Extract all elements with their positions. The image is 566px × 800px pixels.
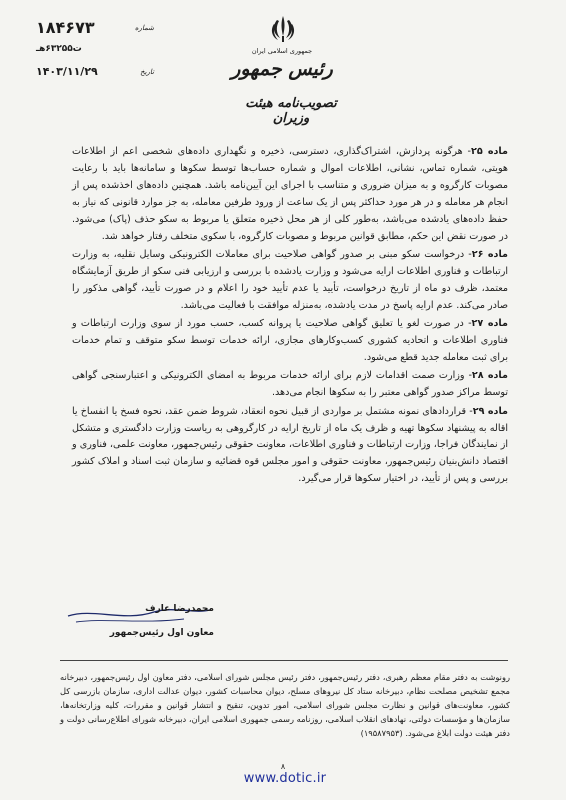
copy-recipients: رونوشت به دفتر مقام معظم رهبری، دفتر رئیس‌جمهور، دفتر رئیس مجلس شورای اسلامی، دفتر معاون اول رئیس‌جمهور، دبیرخانه مجمع تشخیص مصلحت نظام، دبیرخانه ستاد کل نیروهای مسلح، دیوان محاسبات کشور، دیوان عدالت اداری، سازمان بازرسی کل کشور، معاونت‌های قوانین و نظارت مجلس شورای اسلامی، امور تدوین، تنقیح و انتشار قوانین و مقررات، کلیه وزارتخانه‌ها، سازمان‌ها و مؤسسات دولتی، نهادهای انقلاب اسلامی، روزنامه رسمی جمهوری اسلامی ایران، دبیرخانه شورای اطلاع‌رسانی دولت و دفتر هیئت دولت ابلاغ می‌شود. (۱۹۵۸۷۹۵۳) xyxy=(60,672,510,738)
document-meta xyxy=(36,18,154,84)
article-text: - در صورت لغو یا تعلیق گواهی صلاحیت یا پروانه کسب، حسب مورد از سوی وزارت ارتباطات و فناوری اطلاعات و اتحادیه کشوری کسب‌وکارهای مجازی، ارائه خدمات توسط سکو متوقف و تمام خدمات برای ثبت معامله جدید قطع می‌شود. xyxy=(72,318,508,363)
document-number: ۱۸۴۶۷۳ xyxy=(36,18,95,37)
signature-block xyxy=(64,600,214,648)
document-reference: ت۶۳۲۵۵هـ xyxy=(36,44,82,54)
signatory-name: محمدرضا عارف xyxy=(145,604,214,614)
article-27 xyxy=(72,316,508,367)
article-25 xyxy=(72,144,508,245)
article-label: ماده ۲۵ xyxy=(471,146,508,157)
decree-title: تصویب‌نامه هیئت وزیران xyxy=(245,96,337,126)
article-label: ماده ۲۹ xyxy=(472,405,508,417)
article-29 xyxy=(72,404,508,489)
number-label: شماره xyxy=(134,24,154,32)
republic-title: جمهوری اسلامی ایران xyxy=(251,47,313,55)
footer-url: www.dotic.ir xyxy=(243,771,327,786)
iran-emblem-icon xyxy=(268,14,298,44)
article-28 xyxy=(72,368,508,402)
separator-line xyxy=(60,660,508,661)
article-26 xyxy=(72,247,508,315)
signatory-title: معاون اول رئیس‌جمهور xyxy=(109,628,214,638)
document-date: ۱۴۰۳/۱۱/۲۹ xyxy=(36,65,98,78)
article-label: ماده ۲۷ xyxy=(471,318,508,330)
article-text: - وزارت صمت اقدامات لازم برای ارائه خدمات مربوط به امضای الکترونیکی و اعتبارسنجی گواهی توسط مراکز صدور گواهی معتبر را به سکوها انجام می‌دهد. xyxy=(72,370,508,399)
document-body xyxy=(72,144,508,490)
article-text: - قراردادهای نمونه مشتمل بر مواردی از قبیل نحوه انعقاد، شروط ضمن عقد، نحوه فسخ یا انفساخ یا اقاله به پیشنهاد سکوها تهیه و ظرف یک ماه از تاریخ ارایه در کارگروهی به ریاست وزارت دادگستری و متشکل از نمایندگان فراجا، وزارت ارتباطات و فناوری اطلاعات، معاونت حقوقی رئیس‌جمهور، معاونت علمی، فناوری و اقتصاد دانش‌بنیان رئیس‌جمهور، معاونت حقوقی و امور مجلس قوه قضائیه و سازمان ثبت اسناد و املاک کشور بررسی و پس از تأیید، در اختیار سکوها قرار می‌گیرد. xyxy=(72,405,508,485)
article-text: - هرگونه پردازش، اشتراک‌گذاری، دسترسی، ذخیره و نگهداری داده‌های شخصی اعم از اطلاعات هویتی، شماره تماس، نشانی، اطلاعات اموال و شماره حساب‌ها توسط سکوها و سامانه‌ها باید با رعایت مصوبات کارگروه و به میزان ضروری و متناسب با اجرای این آیین‌نامه باشد. همچنین داده‌های اخذشده پس از انجام هر معامله و در هر مورد حداکثر پس از یک ساعت از ورود طرفین معامله، به جز موارد قانونی که نیاز به حفظ داده‌های یادشده می‌باشد، به‌طور کلی از هر محل ذخیره متعلق یا مربوط به سکو حذف (پاک) می‌شود. در صورت نقض این حکم، مطابق قوانین مربوط و مصوبات کارگروه، با سکوی متخلف رفتار خواهد شد. xyxy=(72,146,508,242)
page-number: ۸ xyxy=(280,762,286,771)
president-title: رئیس جمهور xyxy=(231,58,333,80)
article-label: ماده ۲۸ xyxy=(471,370,508,382)
article-label: ماده ۲۶ xyxy=(471,248,508,260)
date-label: تاریخ xyxy=(140,68,154,76)
article-text: - درخواست سکو مبنی بر صدور گواهی صلاحیت برای معاملات الکترونیکی وسایل نقلیه، به وزارت ارتباطات و فناوری اطلاعات ارایه می‌شود و وزارت یادشده با بررسی و ارزیابی فنی سکو از طریق آزمایشگاه معتمد، ظرف دو ماه از تاریخ درخواست، تأیید یا عدم تأیید خود را اعلام و در صورت تأیید، گواهی مذکور را صادر می‌کند. عدم ارایه پاسخ در مدت یادشده، به‌منزله موافقت با فعالیت می‌باشد. xyxy=(72,248,508,311)
